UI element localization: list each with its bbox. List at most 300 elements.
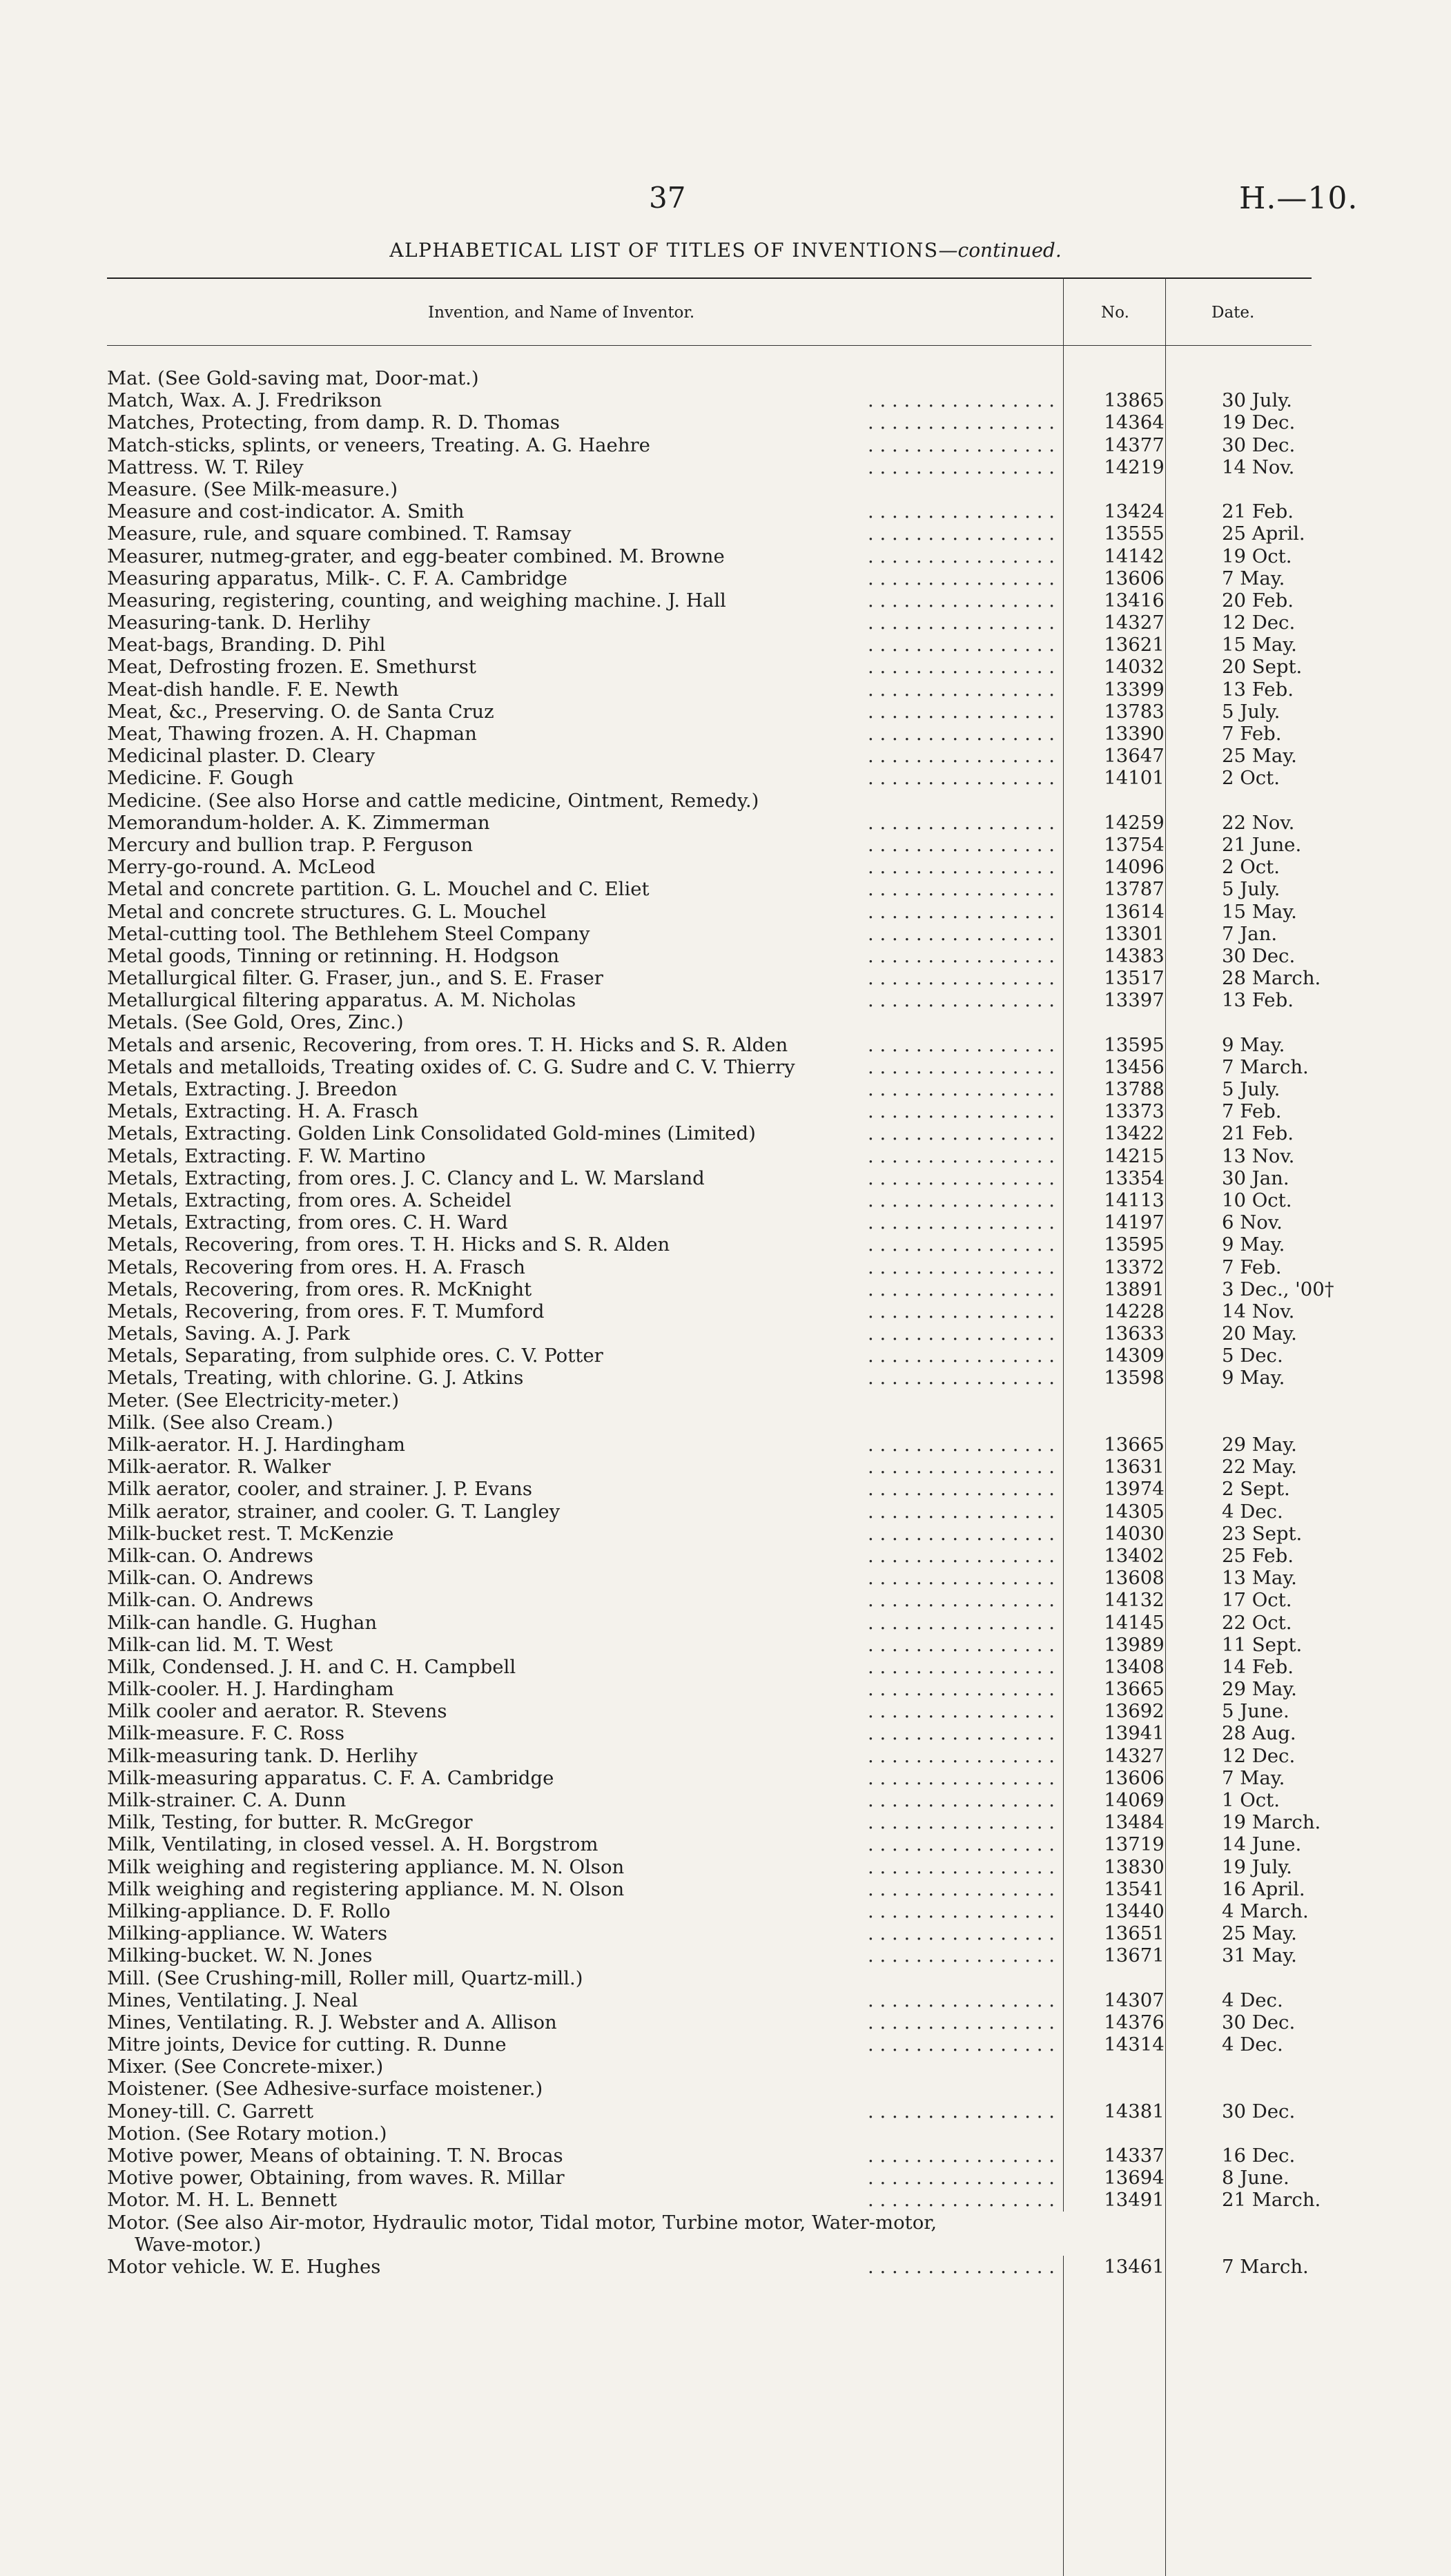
invention-title: Milk-measuring tank. D. Herlihy	[107, 1745, 425, 1767]
leader-dots: . . . . . . . . . . . . . . . .	[868, 1456, 1055, 1479]
patent-number: 14305	[1104, 1500, 1165, 1523]
patent-date: 5 Dec.	[1222, 1345, 1283, 1367]
patent-date: 7 March.	[1222, 1055, 1309, 1078]
list-item	[107, 2256, 1312, 2278]
invention-title: Milk-can. O. Andrews	[107, 1545, 320, 1567]
patent-date: 13 Feb.	[1222, 989, 1294, 1012]
leader-dots: . . . . . . . . . . . . . . . .	[868, 1633, 1055, 1656]
invention-title: Milk-can lid. M. T. West	[107, 1634, 340, 1656]
list-item	[107, 834, 1312, 856]
leader-dots: . . . . . . . . . . . . . . . .	[868, 900, 1055, 923]
leader-dots: . . . . . . . . . . . . . . . .	[868, 2033, 1055, 2056]
patent-date: 25 May.	[1222, 745, 1297, 768]
patent-date: 9 May.	[1222, 1033, 1285, 1056]
list-item	[107, 967, 1321, 990]
leader-dots: . . . . . . . . . . . . . . . .	[868, 545, 1055, 567]
leader-dots: . . . . . . . . . . . . . . . .	[868, 1544, 1055, 1567]
leader-dots: . . . . . . . . . . . . . . . .	[868, 589, 1055, 612]
invention-title: Mixer. (See Concrete-mixer.)	[107, 2056, 390, 2078]
list-title-main: ALPHABETICAL LIST OF TITLES OF INVENTIONS	[389, 239, 939, 262]
patent-number: 14383	[1104, 944, 1165, 967]
leader-dots: . . . . . . . . . . . . . . . .	[868, 922, 1055, 945]
invention-title: Medicinal plaster. D. Cleary	[107, 745, 382, 767]
patent-date: 1 Oct.	[1222, 1789, 1280, 1811]
leader-dots: . . . . . . . . . . . . . . . .	[868, 1900, 1055, 1922]
invention-list	[107, 367, 1334, 2278]
leader-dots: . . . . . . . . . . . . . . . .	[868, 1478, 1055, 1501]
leader-dots: . . . . . . . . . . . . . . . .	[868, 1700, 1055, 1723]
patent-number: 14259	[1104, 811, 1165, 834]
patent-date: 6 Nov.	[1222, 1211, 1283, 1234]
invention-title: Metals, Extracting, from ores. A. Scheidel	[107, 1189, 518, 1211]
patent-date: 5 July.	[1222, 700, 1280, 723]
list-item	[107, 389, 1312, 411]
patent-number: 13491	[1104, 2189, 1165, 2212]
patent-number: 14309	[1104, 1345, 1165, 1367]
patent-number: 13989	[1104, 1633, 1165, 1656]
leader-dots: . . . . . . . . . . . . . . . .	[868, 1833, 1055, 1856]
list-item	[107, 1922, 1312, 1944]
patent-date: 2 Oct.	[1222, 856, 1280, 879]
list-item	[107, 1789, 1312, 1811]
leader-dots: . . . . . . . . . . . . . . . .	[868, 1744, 1055, 1767]
leader-dots: . . . . . . . . . . . . . . . .	[868, 1055, 1055, 1078]
leader-dots: . . . . . . . . . . . . . . . .	[868, 1323, 1055, 1345]
patent-number: 13783	[1104, 700, 1165, 723]
patent-date: 7 May.	[1222, 567, 1285, 589]
invention-title: Milk, Condensed. J. H. and C. H. Campbell	[107, 1656, 523, 1678]
list-item	[107, 1634, 1312, 1656]
invention-title: Milking-appliance. D. F. Rollo	[107, 1900, 398, 1922]
invention-title: Memorandum-holder. A. K. Zimmerman	[107, 812, 497, 834]
invention-title: Milk weighing and registering appliance. M. N. Olson	[107, 1878, 631, 1900]
leader-dots: . . . . . . . . . . . . . . . .	[868, 1944, 1055, 1967]
patent-number: 13647	[1104, 745, 1165, 768]
patent-number: 14113	[1104, 1189, 1165, 1211]
patent-number: 14032	[1104, 656, 1165, 679]
list-item	[107, 767, 1312, 789]
patent-date: 28 March.	[1222, 967, 1321, 990]
list-item	[107, 1100, 1312, 1122]
list-item	[107, 567, 1312, 589]
patent-number: 13614	[1104, 900, 1165, 923]
patent-number: 14381	[1104, 2100, 1165, 2123]
document-reference: H.—10.	[1239, 181, 1359, 216]
invention-title: Milk aerator, cooler, and strainer. J. P. Evans	[107, 1478, 539, 1500]
list-item	[107, 1545, 1312, 1567]
patent-date: 19 March.	[1222, 1811, 1321, 1834]
leader-dots: . . . . . . . . . . . . . . . .	[868, 1434, 1055, 1456]
list-title-suffix: —continued.	[938, 239, 1062, 262]
patent-number: 13402	[1104, 1544, 1165, 1567]
list-item	[107, 2078, 1312, 2100]
leader-dots: . . . . . . . . . . . . . . . .	[868, 1811, 1055, 1834]
patent-number: 14364	[1104, 411, 1165, 434]
invention-title: Medicine. (See also Horse and cattle medicine, Ointment, Remedy.)	[107, 790, 766, 812]
list-item	[107, 2100, 1312, 2123]
patent-number: 13754	[1104, 833, 1165, 856]
patent-number: 13397	[1104, 989, 1165, 1012]
patent-number: 13484	[1104, 1811, 1165, 1834]
invention-title: Metals, Treating, with chlorine. G. J. Atkins	[107, 1367, 530, 1389]
leader-dots: . . . . . . . . . . . . . . . .	[868, 1567, 1055, 1590]
patent-number: 13372	[1104, 1256, 1165, 1278]
leader-dots: . . . . . . . . . . . . . . . .	[868, 1855, 1055, 1878]
invention-title: Match, Wax. A. J. Fredrikson	[107, 389, 389, 411]
leader-dots: . . . . . . . . . . . . . . . .	[868, 1367, 1055, 1389]
leader-dots: . . . . . . . . . . . . . . . .	[868, 1211, 1055, 1234]
invention-title: Milk weighing and registering appliance. M. N. Olson	[107, 1856, 631, 1878]
header-rule	[107, 345, 1312, 346]
invention-title: Measurer, nutmeg-grater, and egg-beater combined. M. Browne	[107, 545, 732, 567]
leader-dots: . . . . . . . . . . . . . . . .	[868, 656, 1055, 679]
list-item	[107, 1478, 1312, 1500]
patent-date: 19 Dec.	[1222, 411, 1296, 434]
invention-title: Matches, Protecting, from damp. R. D. Thomas	[107, 411, 567, 433]
column-header-no: No.	[1101, 304, 1129, 322]
patent-date: 30 Dec.	[1222, 944, 1296, 967]
invention-title: Metals, Extracting. Golden Link Consolidated Gold-mines (Limited)	[107, 1122, 763, 1144]
patent-date: 11 Sept.	[1222, 1633, 1303, 1656]
invention-title: Milk. (See also Cream.)	[107, 1412, 340, 1434]
leader-dots: . . . . . . . . . . . . . . . .	[868, 1611, 1055, 1634]
patent-number: 14314	[1104, 2033, 1165, 2056]
list-item	[107, 1300, 1312, 1323]
invention-title: Milk, Ventilating, in closed vessel. A. H. Borgstrom	[107, 1833, 605, 1855]
patent-date: 7 Feb.	[1222, 723, 1282, 745]
invention-title: Metals, Separating, from sulphide ores. C. V. Potter	[107, 1345, 610, 1367]
patent-number: 13555	[1104, 523, 1165, 545]
patent-date: 17 Oct.	[1222, 1589, 1292, 1612]
leader-dots: . . . . . . . . . . . . . . . .	[868, 1589, 1055, 1612]
list-item	[107, 745, 1312, 767]
patent-date: 20 Feb.	[1222, 589, 1294, 612]
invention-title: Milk aerator, strainer, and cooler. G. T. Langley	[107, 1501, 567, 1523]
list-item	[107, 1367, 1312, 1389]
invention-title: Motor. (See also Air-motor, Hydraulic motor, Tidal motor, Turbine motor, Water-motor, Wave-motor.)	[107, 2212, 1067, 2256]
list-item	[107, 411, 1312, 433]
patent-date: 12 Dec.	[1222, 1744, 1296, 1767]
invention-title: Mines, Ventilating. R. J. Webster and A. Allison	[107, 2011, 564, 2033]
patent-date: 7 May.	[1222, 1766, 1285, 1789]
leader-dots: . . . . . . . . . . . . . . . .	[868, 1922, 1055, 1945]
list-item	[107, 1389, 1312, 1412]
list-item	[107, 1612, 1312, 1634]
list-item	[107, 523, 1312, 545]
leader-dots: . . . . . . . . . . . . . . . .	[868, 1233, 1055, 1256]
patent-number: 14069	[1104, 1789, 1165, 1811]
list-item	[107, 1900, 1312, 1922]
patent-number: 13719	[1104, 1833, 1165, 1856]
invention-title: Mill. (See Crushing-mill, Roller mill, Quartz-mill.)	[107, 1967, 590, 1989]
leader-dots: . . . . . . . . . . . . . . . .	[868, 456, 1055, 478]
invention-title: Motive power, Obtaining, from waves. R. Millar	[107, 2167, 572, 2189]
leader-dots: . . . . . . . . . . . . . . . .	[868, 1167, 1055, 1189]
list-item	[107, 634, 1312, 656]
patent-number: 13424	[1104, 500, 1165, 523]
list-item	[107, 1211, 1312, 1233]
patent-number: 13692	[1104, 1700, 1165, 1723]
patent-number: 13373	[1104, 1100, 1165, 1123]
invention-title: Motion. (See Rotary motion.)	[107, 2123, 394, 2145]
invention-title: Motive power, Means of obtaining. T. N. Brocas	[107, 2145, 570, 2167]
patent-number: 13608	[1104, 1567, 1165, 1590]
leader-dots: . . . . . . . . . . . . . . . .	[868, 2167, 1055, 2189]
patent-date: 21 Feb.	[1222, 500, 1294, 523]
list-item	[107, 2212, 1312, 2256]
leader-dots: . . . . . . . . . . . . . . . .	[868, 1144, 1055, 1167]
list-item	[107, 1011, 1312, 1033]
list-item	[107, 945, 1312, 967]
patent-number: 13974	[1104, 1478, 1165, 1501]
list-item	[107, 1189, 1312, 1211]
list-item	[107, 1833, 1312, 1855]
invention-title: Metallurgical filter. G. Fraser, jun., and S. E. Fraser	[107, 967, 610, 989]
invention-title: Mitre joints, Device for cutting. R. Dunne	[107, 2033, 514, 2056]
patent-number: 13633	[1104, 1323, 1165, 1345]
patent-date: 7 Jan.	[1222, 922, 1278, 945]
patent-date: 25 May.	[1222, 1922, 1297, 1945]
leader-dots: . . . . . . . . . . . . . . . .	[868, 856, 1055, 879]
invention-title: Mines, Ventilating. J. Neal	[107, 1989, 364, 2011]
patent-number: 13787	[1104, 878, 1165, 901]
leader-dots: . . . . . . . . . . . . . . . .	[868, 1655, 1055, 1678]
invention-title: Metal and concrete structures. G. L. Mouchel	[107, 901, 553, 923]
invention-title: Milk-measuring apparatus. C. F. A. Cambridge	[107, 1767, 561, 1789]
patent-date: 16 April.	[1222, 1877, 1305, 1900]
patent-date: 15 May.	[1222, 634, 1297, 656]
leader-dots: . . . . . . . . . . . . . . . .	[868, 1989, 1055, 2011]
leader-dots: . . . . . . . . . . . . . . . .	[868, 1766, 1055, 1789]
leader-dots: . . . . . . . . . . . . . . . .	[868, 967, 1055, 990]
column-header-date: Date.	[1211, 304, 1255, 322]
leader-dots: . . . . . . . . . . . . . . . .	[868, 1256, 1055, 1278]
patent-number: 14376	[1104, 2011, 1165, 2033]
patent-number: 14145	[1104, 1611, 1165, 1634]
invention-title: Milk cooler and aerator. R. Stevens	[107, 1700, 454, 1722]
leader-dots: . . . . . . . . . . . . . . . .	[868, 612, 1055, 634]
list-item	[107, 1501, 1312, 1523]
patent-date: 12 Dec.	[1222, 612, 1296, 634]
list-item	[107, 723, 1312, 745]
list-item	[107, 1323, 1312, 1345]
patent-number: 13301	[1104, 922, 1165, 945]
invention-title: Metals and metalloids, Treating oxides of. C. G. Sudre and C. V. Thierry	[107, 1056, 802, 1078]
patent-date: 5 July.	[1222, 1078, 1280, 1100]
patent-date: 16 Dec.	[1222, 2145, 1296, 2167]
list-item	[107, 456, 1312, 478]
leader-dots: . . . . . . . . . . . . . . . .	[868, 1877, 1055, 1900]
patent-date: 13 May.	[1222, 1567, 1297, 1590]
patent-date: 3 Dec., '00†	[1222, 1278, 1334, 1300]
patent-date: 21 Feb.	[1222, 1122, 1294, 1145]
patent-number: 13461	[1104, 2255, 1165, 2278]
invention-title: Meat-bags, Branding. D. Pihl	[107, 634, 392, 656]
patent-number: 13517	[1104, 967, 1165, 990]
list-item	[107, 1034, 1312, 1056]
patent-date: 13 Nov.	[1222, 1144, 1295, 1167]
leader-dots: . . . . . . . . . . . . . . . .	[868, 1078, 1055, 1100]
invention-title: Milk-cooler. H. J. Hardingham	[107, 1678, 401, 1700]
invention-title: Milk-can. O. Andrews	[107, 1589, 320, 1611]
list-item	[107, 2189, 1321, 2212]
patent-number: 14215	[1104, 1144, 1165, 1167]
invention-title: Metallurgical filtering apparatus. A. M. Nicholas	[107, 989, 583, 1011]
list-item	[107, 1145, 1312, 1167]
list-item	[107, 1412, 1312, 1434]
invention-title: Mat. (See Gold-saving mat, Door-mat.)	[107, 367, 486, 389]
patent-date: 4 Dec.	[1222, 1989, 1283, 2011]
patent-number: 14197	[1104, 1211, 1165, 1234]
patent-date: 29 May.	[1222, 1678, 1297, 1701]
list-item	[107, 989, 1312, 1011]
invention-title: Metals, Extracting. J. Breedon	[107, 1078, 405, 1100]
invention-title: Moistener. (See Adhesive-surface moistener.)	[107, 2078, 549, 2100]
invention-title: Measuring-tank. D. Herlihy	[107, 612, 377, 634]
patent-date: 15 May.	[1222, 900, 1297, 923]
patent-number: 13788	[1104, 1078, 1165, 1100]
invention-title: Milk-measure. F. C. Ross	[107, 1722, 351, 1744]
patent-date: 30 Dec.	[1222, 2100, 1296, 2123]
list-item	[107, 1811, 1321, 1834]
list-item	[107, 1700, 1312, 1722]
patent-date: 20 May.	[1222, 1323, 1297, 1345]
invention-title: Milking-bucket. W. N. Jones	[107, 1944, 379, 1967]
leader-dots: . . . . . . . . . . . . . . . .	[868, 2011, 1055, 2033]
patent-date: 4 March.	[1222, 1900, 1309, 1922]
list-item	[107, 856, 1312, 878]
patent-date: 23 Sept.	[1222, 1522, 1303, 1545]
patent-number: 13595	[1104, 1233, 1165, 1256]
list-item	[107, 1434, 1312, 1456]
invention-title: Measuring apparatus, Milk-. C. F. A. Cambridge	[107, 567, 574, 589]
leader-dots: . . . . . . . . . . . . . . . .	[868, 745, 1055, 768]
patent-number: 13665	[1104, 1678, 1165, 1701]
patent-number: 14096	[1104, 856, 1165, 879]
invention-title: Milking-appliance. W. Waters	[107, 1922, 394, 1944]
patent-date: 25 April.	[1222, 523, 1305, 545]
leader-dots: . . . . . . . . . . . . . . . .	[868, 1678, 1055, 1701]
list-item	[107, 1656, 1312, 1678]
leader-dots: . . . . . . . . . . . . . . . .	[868, 634, 1055, 656]
patent-number: 14337	[1104, 2145, 1165, 2167]
list-item	[107, 701, 1312, 723]
list-item	[107, 790, 1312, 812]
invention-title: Measure, rule, and square combined. T. Ramsay	[107, 523, 578, 545]
leader-dots: . . . . . . . . . . . . . . . .	[868, 833, 1055, 856]
leader-dots: . . . . . . . . . . . . . . . .	[868, 1189, 1055, 1211]
list-item	[107, 545, 1312, 567]
invention-title: Milk-strainer. C. A. Dunn	[107, 1789, 353, 1811]
list-item	[107, 1056, 1312, 1078]
patent-date: 9 May.	[1222, 1367, 1285, 1389]
invention-title: Metals, Recovering, from ores. F. T. Mumford	[107, 1300, 552, 1323]
patent-date: 5 July.	[1222, 878, 1280, 901]
list-item	[107, 367, 1312, 389]
patent-date: 14 June.	[1222, 1833, 1302, 1856]
list-item	[107, 1256, 1312, 1278]
patent-number: 14219	[1104, 456, 1165, 478]
list-item	[107, 1967, 1312, 1989]
patent-number: 14228	[1104, 1300, 1165, 1323]
patent-number: 13399	[1104, 678, 1165, 701]
leader-dots: . . . . . . . . . . . . . . . .	[868, 1122, 1055, 1145]
leader-dots: . . . . . . . . . . . . . . . .	[868, 1100, 1055, 1123]
leader-dots: . . . . . . . . . . . . . . . .	[868, 723, 1055, 745]
invention-title: Metals, Recovering, from ores. T. H. Hicks and S. R. Alden	[107, 1233, 676, 1256]
patent-date: 14 Nov.	[1222, 1300, 1295, 1323]
leader-dots: . . . . . . . . . . . . . . . .	[868, 700, 1055, 723]
patent-date: 4 Dec.	[1222, 2033, 1283, 2056]
top-rule	[107, 277, 1312, 279]
list-item	[107, 589, 1312, 612]
page-number: 37	[649, 181, 686, 215]
patent-number: 14327	[1104, 1744, 1165, 1767]
patent-date: 13 Feb.	[1222, 678, 1294, 701]
patent-date: 25 Feb.	[1222, 1544, 1294, 1567]
patent-date: 22 Oct.	[1222, 1611, 1292, 1634]
patent-number: 13408	[1104, 1655, 1165, 1678]
invention-title: Metals, Extracting. H. A. Frasch	[107, 1100, 425, 1122]
list-item	[107, 901, 1312, 923]
invention-title: Money-till. C. Garrett	[107, 2100, 320, 2123]
invention-title: Milk-bucket rest. T. McKenzie	[107, 1523, 400, 1545]
list-item	[107, 1167, 1312, 1189]
patent-date: 8 June.	[1222, 2167, 1289, 2189]
invention-title: Mercury and bullion trap. P. Ferguson	[107, 834, 480, 856]
leader-dots: . . . . . . . . . . . . . . . .	[868, 2255, 1055, 2278]
patent-date: 7 Feb.	[1222, 1100, 1282, 1123]
patent-date: 9 May.	[1222, 1233, 1285, 1256]
list-item	[107, 1567, 1312, 1589]
list-item	[107, 1878, 1312, 1900]
patent-date: 30 Dec.	[1222, 433, 1296, 456]
list-item	[107, 923, 1312, 945]
patent-date: 19 July.	[1222, 1855, 1292, 1878]
leader-dots: . . . . . . . . . . . . . . . .	[868, 411, 1055, 434]
leader-dots: . . . . . . . . . . . . . . . .	[868, 767, 1055, 790]
list-item	[107, 2167, 1312, 2189]
patent-number: 13598	[1104, 1367, 1165, 1389]
list-item	[107, 478, 1312, 500]
list-item	[107, 1745, 1312, 1767]
invention-title: Merry-go-round. A. McLeod	[107, 856, 382, 878]
list-item	[107, 612, 1312, 634]
list-item	[107, 2145, 1312, 2167]
patent-date: 14 Feb.	[1222, 1655, 1294, 1678]
leader-dots: . . . . . . . . . . . . . . . .	[868, 523, 1055, 545]
list-item	[107, 434, 1312, 456]
list-item	[107, 1278, 1334, 1300]
patent-number: 13354	[1104, 1167, 1165, 1189]
invention-title: Metal goods, Tinning or retinning. H. Hodgson	[107, 945, 566, 967]
leader-dots: . . . . . . . . . . . . . . . .	[868, 1033, 1055, 1056]
leader-dots: . . . . . . . . . . . . . . . .	[868, 1722, 1055, 1745]
leader-dots: . . . . . . . . . . . . . . . .	[868, 989, 1055, 1012]
patent-number: 13694	[1104, 2167, 1165, 2189]
invention-title: Metals, Saving. A. J. Park	[107, 1323, 357, 1345]
patent-date: 21 March.	[1222, 2189, 1321, 2212]
invention-title: Metal-cutting tool. The Bethlehem Steel Company	[107, 923, 597, 945]
list-item	[107, 1856, 1312, 1878]
patent-number: 13665	[1104, 1434, 1165, 1456]
invention-title: Metals, Extracting, from ores. J. C. Clancy and L. W. Marsland	[107, 1167, 712, 1189]
leader-dots: . . . . . . . . . . . . . . . .	[868, 500, 1055, 523]
invention-title: Meter. (See Electricity-meter.)	[107, 1389, 406, 1412]
list-item	[107, 656, 1312, 678]
invention-title: Match-sticks, splints, or veneers, Treating. A. G. Haehre	[107, 434, 657, 456]
leader-dots: . . . . . . . . . . . . . . . .	[868, 1278, 1055, 1300]
